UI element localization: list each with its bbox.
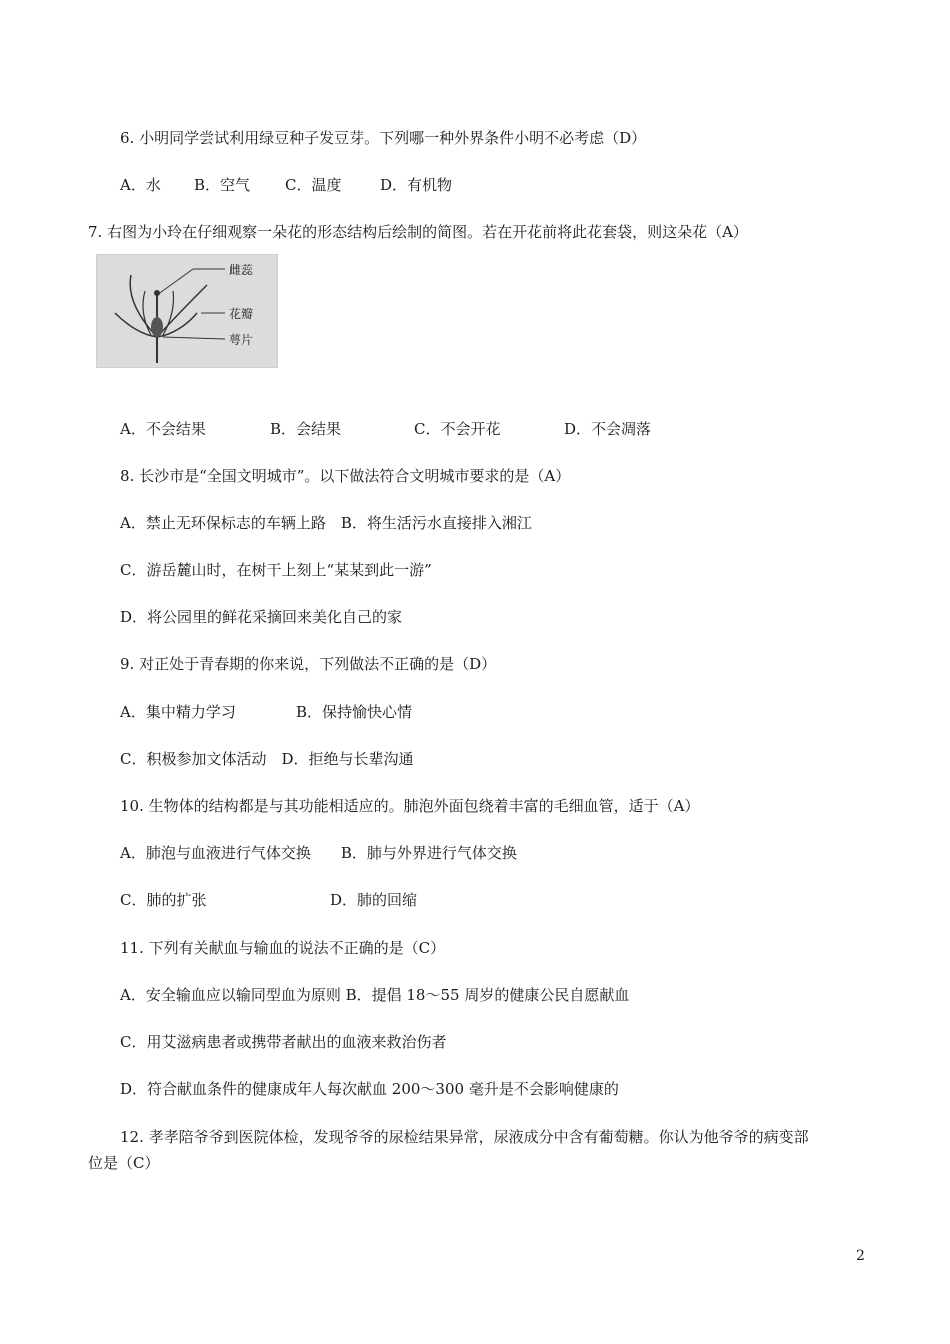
q7-option-b: B．会结果 bbox=[270, 420, 342, 438]
q7-option-d: D．不会凋落 bbox=[564, 420, 652, 438]
q7-option-a: A．不会结果 bbox=[120, 420, 206, 438]
q7-option-c: C．不会开花 bbox=[414, 420, 501, 438]
figure-label-pistil: 雌蕊 bbox=[229, 263, 254, 277]
q11-options-line2: C．用艾滋病患者或携带者献出的血液来救治伤者 bbox=[120, 1033, 447, 1051]
question-9-stem: 9. 对正处于青春期的你来说，下列做法不正确的是（D） bbox=[120, 655, 497, 673]
question-12-stem-line2: 位是（C） bbox=[88, 1154, 160, 1172]
q6-option-c: C．温度 bbox=[285, 176, 342, 194]
q6-option-b: B．空气 bbox=[194, 176, 251, 194]
question-11-stem: 11. 下列有关献血与输血的说法不正确的是（C） bbox=[120, 939, 446, 957]
q6-option-a: A．水 bbox=[120, 176, 161, 194]
q10-option-d: D．肺的回缩 bbox=[330, 891, 418, 909]
question-7-stem: 7. 右图为小玲在仔细观察一朵花的形态结构后绘制的简图。若在开花前将此花套袋，则这朵花（A） bbox=[88, 223, 748, 241]
q11-options-line1: A．安全输血应以输同型血为原则 B．提倡 18～55 周岁的健康公民自愿献血 bbox=[120, 986, 630, 1004]
figure-label-petal: 花瓣 bbox=[229, 307, 254, 321]
question-8-stem: 8. 长沙市是“全国文明城市”。以下做法符合文明城市要求的是（A） bbox=[120, 467, 571, 485]
q8-options-line3: D．将公园里的鲜花采摘回来美化自己的家 bbox=[120, 608, 403, 626]
q10-option-c: C．肺的扩张 bbox=[120, 891, 207, 909]
q9-options-line2: C．积极参加文体活动 D．拒绝与长辈沟通 bbox=[120, 750, 414, 768]
figure-label-sepal: 萼片 bbox=[229, 333, 254, 347]
q8-options-line1: A．禁止无环保标志的车辆上路 B．将生活污水直接排入湘江 bbox=[120, 514, 532, 532]
q10-options-line1: A．肺泡与血液进行气体交换 B．肺与外界进行气体交换 bbox=[120, 844, 517, 862]
q8-options-line2: C．游岳麓山时，在树干上刻上“某某到此一游” bbox=[120, 561, 432, 579]
q11-options-line3: D．符合献血条件的健康成年人每次献血 200～300 毫升是不会影响健康的 bbox=[120, 1080, 619, 1098]
page-number: 2 bbox=[856, 1248, 865, 1264]
q9-option-b: B．保持愉快心情 bbox=[296, 703, 413, 721]
question-6-stem: 6. 小明同学尝试利用绿豆种子发豆芽。下列哪一种外界条件小明不必考虑（D） bbox=[120, 129, 647, 147]
q6-option-d: D．有机物 bbox=[380, 176, 453, 194]
question-10-stem: 10. 生物体的结构都是与其功能相适应的。肺泡外面包绕着丰富的毛细血管，适于（A） bbox=[120, 797, 700, 815]
q9-option-a: A．集中精力学习 bbox=[120, 703, 236, 721]
question-12-stem-line1: 12. 孝孝陪爷爷到医院体检，发现爷爷的尿检结果异常，尿液成分中含有葡萄糖。你认为他爷爷的病变部 bbox=[120, 1128, 809, 1146]
flower-structure-figure bbox=[96, 254, 278, 368]
